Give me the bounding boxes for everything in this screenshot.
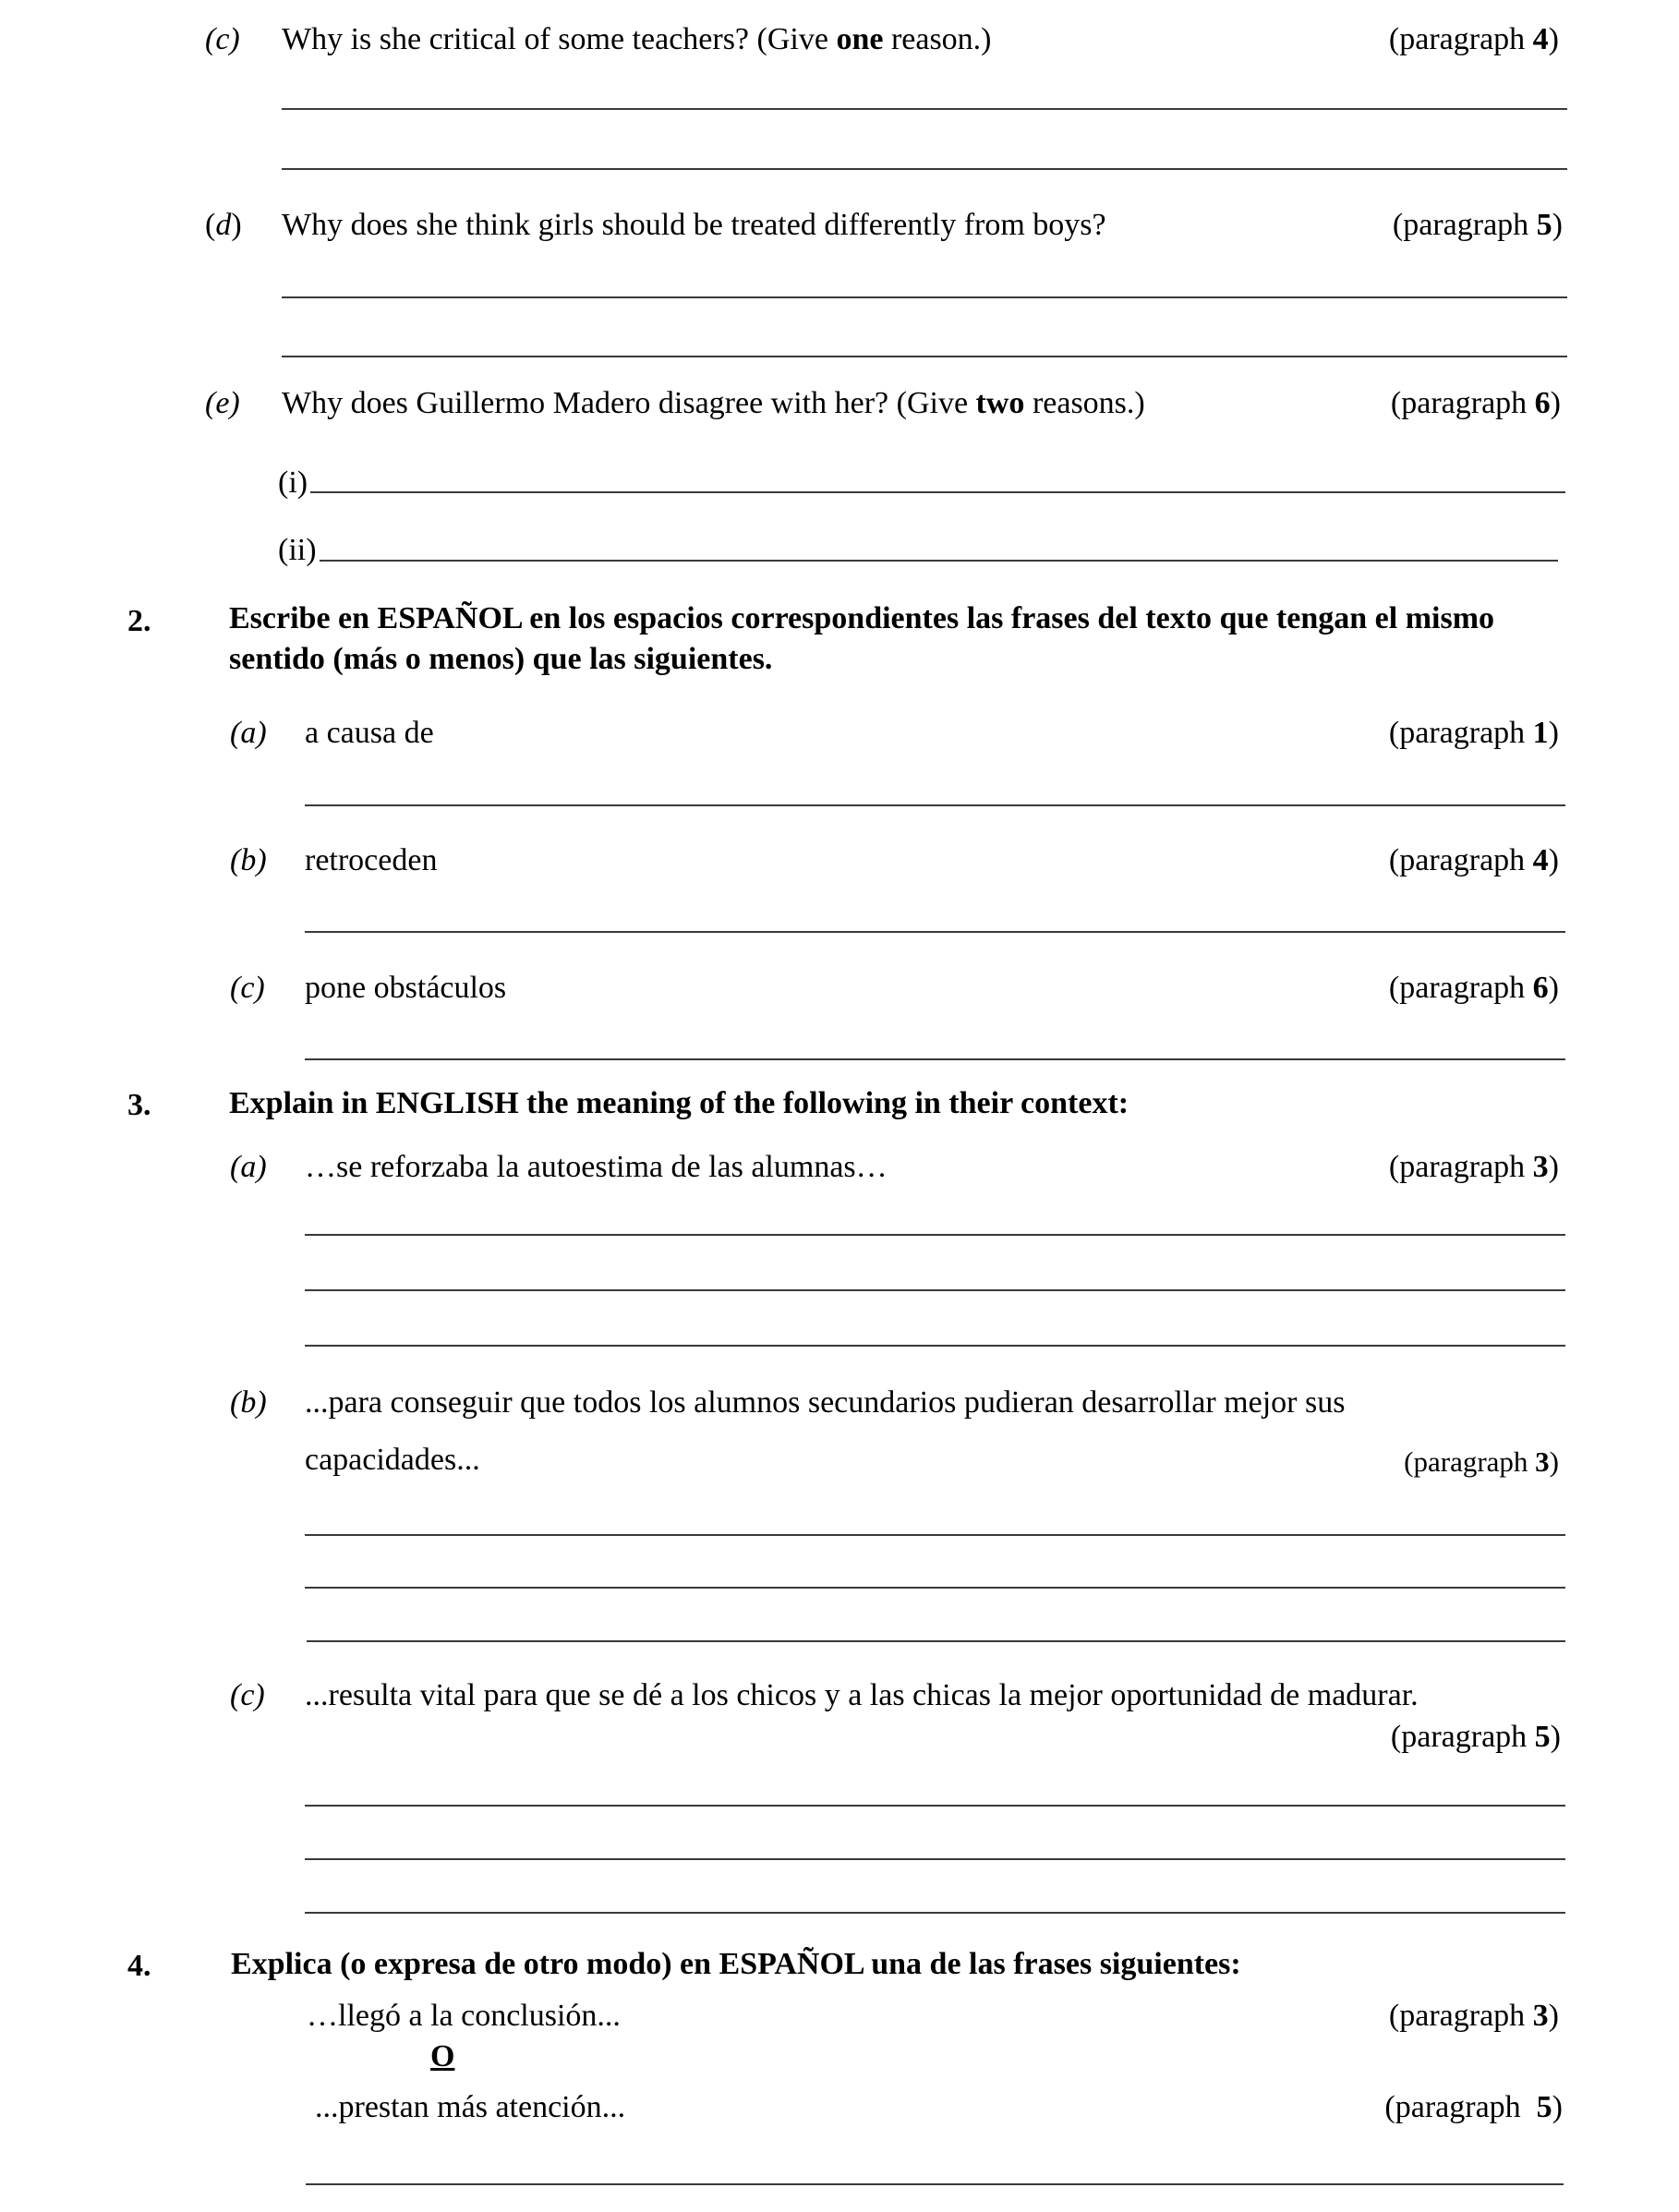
answer-line-1c-1[interactable] bbox=[282, 108, 1567, 110]
question-1d-text: Why does she think girls should be treated differently from boys? bbox=[282, 208, 1106, 242]
item-label-2c: (c) bbox=[230, 971, 265, 1005]
paragraph-ref-text: (paragraph bbox=[1384, 2090, 1537, 2124]
item-label-3b: (b) bbox=[230, 1385, 267, 1420]
section-3-heading: Explain in ENGLISH the meaning of the following in their context: bbox=[229, 1086, 1129, 1120]
question-label-1e: (e) bbox=[205, 386, 240, 420]
label-letter: a bbox=[240, 716, 257, 750]
phrase-3b-line1: ...para conseguir que todos los alumnos secundarios pudieran desarrollar mejor sus bbox=[305, 1385, 1346, 1420]
option-phrase-2: ...prestan más atención... bbox=[315, 2090, 626, 2124]
paragraph-ref-text: (paragraph bbox=[1388, 843, 1533, 877]
question-text: Why is she critical of some teachers? (Give bbox=[282, 22, 837, 56]
paragraph-ref-number: 5 bbox=[1536, 2090, 1552, 2124]
sub-label-i: (i) bbox=[278, 465, 308, 500]
section-4-heading: Explica (o expresa de otro modo) en ESPAÑOL una de las frases siguientes: bbox=[231, 1947, 1241, 1981]
answer-line-1e-i[interactable] bbox=[310, 491, 1565, 493]
phrase-3a: …se reforzaba la autoestima de las alumnas… bbox=[305, 1150, 888, 1184]
phrase-2a: a causa de bbox=[305, 716, 434, 750]
paragraph-ref-number: 5 bbox=[1534, 1720, 1551, 1754]
paragraph-ref-2c bbox=[1389, 973, 1559, 1004]
paragraph-ref-text: (paragraph bbox=[1388, 971, 1533, 1005]
phrase-3b-line2: capacidades... bbox=[305, 1443, 480, 1477]
answer-line-3b-1[interactable] bbox=[305, 1534, 1565, 1536]
answer-line-4[interactable] bbox=[306, 2183, 1564, 2185]
label-letter: c bbox=[215, 22, 230, 56]
phrase-3c: ...resulta vital para que se dé a los chicos y a las chicas la mejor oportunidad de madurar. bbox=[305, 1678, 1419, 1712]
paragraph-ref-1c bbox=[1389, 24, 1559, 55]
or-separator: O bbox=[430, 2039, 455, 2073]
paragraph-ref-number: 6 bbox=[1532, 971, 1549, 1005]
paragraph-ref-text: (paragraph bbox=[1388, 22, 1533, 56]
section-number-3: 3. bbox=[127, 1088, 151, 1122]
label-letter: e bbox=[215, 386, 230, 420]
paragraph-ref-text: (paragraph bbox=[1390, 1720, 1535, 1754]
label-letter: a bbox=[240, 1150, 257, 1184]
question-1c-text bbox=[282, 24, 992, 55]
answer-line-3b-3[interactable] bbox=[307, 1640, 1565, 1642]
paragraph-ref-text: (paragraph bbox=[1404, 1445, 1536, 1478]
section-2-heading: Escribe en ESPAÑOL en los espacios correspondientes las frases del texto que tengan el mismo sentido (más o menos) que las siguientes. bbox=[229, 601, 1495, 676]
paragraph-ref-close: ) bbox=[1548, 716, 1559, 750]
paragraph-ref-close: ) bbox=[1552, 208, 1563, 242]
question-text-end: reason.) bbox=[883, 22, 992, 56]
label-letter: b bbox=[240, 1385, 257, 1420]
answer-line-1c-2[interactable] bbox=[282, 168, 1567, 170]
paragraph-ref-number: 3 bbox=[1532, 1150, 1549, 1184]
paragraph-ref-3a bbox=[1389, 1152, 1559, 1183]
item-label-3a: (a) bbox=[230, 1150, 267, 1184]
paragraph-ref-number: 1 bbox=[1532, 716, 1549, 750]
item-label-3c: (c) bbox=[230, 1678, 265, 1712]
paragraph-ref-3b bbox=[1404, 1447, 1559, 1476]
paragraph-ref-number: 6 bbox=[1534, 386, 1551, 420]
answer-line-3c-3[interactable] bbox=[305, 1912, 1565, 1914]
paragraph-ref-text: (paragraph bbox=[1390, 386, 1535, 420]
question-emphasis: two bbox=[975, 386, 1025, 420]
answer-line-3c-2[interactable] bbox=[305, 1858, 1565, 1860]
label-letter: b bbox=[240, 843, 257, 877]
answer-line-1d-1[interactable] bbox=[282, 296, 1567, 298]
answer-line-1d-2[interactable] bbox=[282, 356, 1567, 357]
paragraph-ref-4-option2 bbox=[1384, 2092, 1563, 2123]
paragraph-ref-number: 3 bbox=[1532, 1999, 1549, 2033]
paragraph-ref-close: ) bbox=[1550, 1720, 1561, 1754]
section-number-4: 4. bbox=[127, 1949, 151, 1983]
label-letter: d bbox=[215, 208, 232, 242]
answer-line-3a-2[interactable] bbox=[305, 1289, 1565, 1291]
item-label-2b: (b) bbox=[230, 843, 267, 877]
answer-line-3c-1[interactable] bbox=[305, 1805, 1565, 1807]
paragraph-ref-number: 4 bbox=[1532, 22, 1549, 56]
question-emphasis: one bbox=[836, 22, 884, 56]
answer-line-3a-1[interactable] bbox=[305, 1234, 1565, 1236]
question-text: Why does Guillermo Madero disagree with her? (Give bbox=[282, 386, 976, 420]
paragraph-ref-close: ) bbox=[1548, 843, 1559, 877]
question-label-1d: (d) bbox=[205, 208, 242, 242]
paragraph-ref-close: ) bbox=[1548, 22, 1559, 56]
answer-line-3a-3[interactable] bbox=[305, 1345, 1565, 1347]
paragraph-ref-text: (paragraph bbox=[1392, 208, 1537, 242]
option-phrase-1: …llegó a la conclusión... bbox=[307, 1999, 621, 2033]
paragraph-ref-4-option1 bbox=[1389, 2000, 1559, 2032]
answer-line-2a[interactable] bbox=[305, 804, 1565, 806]
paragraph-ref-close: ) bbox=[1548, 1150, 1559, 1184]
paragraph-ref-2b bbox=[1389, 845, 1559, 876]
paragraph-ref-close: ) bbox=[1549, 1445, 1559, 1478]
paragraph-ref-1d bbox=[1393, 210, 1563, 241]
paragraph-ref-close: ) bbox=[1550, 386, 1561, 420]
paragraph-ref-close: ) bbox=[1552, 2090, 1563, 2124]
paragraph-ref-number: 5 bbox=[1536, 208, 1552, 242]
answer-line-2c[interactable] bbox=[305, 1058, 1565, 1060]
paragraph-ref-text: (paragraph bbox=[1388, 1150, 1533, 1184]
question-label-1c: (c) bbox=[205, 22, 240, 56]
question-1e-text bbox=[282, 388, 1145, 419]
paragraph-ref-number: 3 bbox=[1535, 1445, 1550, 1478]
phrase-2b: retroceden bbox=[305, 843, 438, 877]
label-letter: c bbox=[240, 1678, 255, 1712]
sub-label-ii: (ii) bbox=[278, 533, 317, 567]
paragraph-ref-close: ) bbox=[1548, 971, 1559, 1005]
paragraph-ref-3c bbox=[1391, 1722, 1561, 1753]
paragraph-ref-text: (paragraph bbox=[1388, 1999, 1533, 2033]
paragraph-ref-close: ) bbox=[1548, 1999, 1559, 2033]
paragraph-ref-number: 4 bbox=[1532, 843, 1549, 877]
paragraph-ref-2a bbox=[1389, 718, 1559, 749]
paragraph-ref-1e bbox=[1391, 388, 1561, 419]
question-text-end: reasons.) bbox=[1024, 386, 1145, 420]
answer-line-2b[interactable] bbox=[305, 931, 1565, 933]
section-number-2: 2. bbox=[127, 604, 151, 638]
label-letter: c bbox=[240, 971, 255, 1005]
item-label-2a: (a) bbox=[230, 716, 267, 750]
answer-line-1e-ii[interactable] bbox=[320, 560, 1558, 562]
phrase-2c: pone obstáculos bbox=[305, 971, 507, 1005]
paragraph-ref-text: (paragraph bbox=[1388, 716, 1533, 750]
answer-line-3b-2[interactable] bbox=[305, 1587, 1565, 1589]
